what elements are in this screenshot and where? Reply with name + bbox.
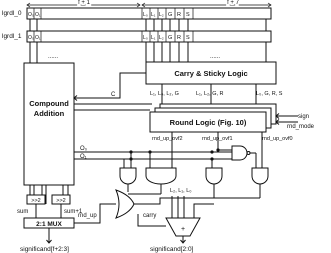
round-logic-label: Round Logic (Fig. 10) <box>169 118 247 127</box>
carry-sticky-logic-label: Carry & Sticky Logic <box>174 69 248 78</box>
row1-cell-o1: O₁ <box>35 35 41 41</box>
sum-plus-one-label: sum+1 <box>64 209 83 215</box>
and-gate-ovf0b <box>252 168 268 184</box>
register-row1-name: lgrdl_1 <box>2 33 22 40</box>
row1-cell-l1: L₁ <box>151 35 156 41</box>
row0-cell-o0: O₀ <box>28 12 34 18</box>
adder-plus-label: + <box>180 226 186 233</box>
and-gate-ovf1 <box>146 168 176 184</box>
rnd-mode-input-label: rnd_mode <box>287 124 315 130</box>
o0-signal-label: O₀ <box>80 146 88 152</box>
row1-cell-l0: L₀ <box>143 35 148 41</box>
and-gate-ovf0a <box>206 168 222 184</box>
width-left-label: f + 1 <box>78 0 90 6</box>
sign-input-label: sign <box>298 114 310 120</box>
significand-low-label: significand[2:0] <box>150 246 194 253</box>
row0-cell-l0: L₀ <box>143 12 148 18</box>
dots-right: ...... <box>210 54 221 60</box>
row1-cell-g: G <box>168 35 173 41</box>
l-bits-label: L₂, L₁, L₀ <box>170 188 192 194</box>
compound-addition-label-line2: Addition <box>33 109 65 118</box>
compound-addition-label-line1: Compound <box>29 99 69 108</box>
carry-label: carry <box>143 213 157 219</box>
compound-addition-block <box>24 63 74 185</box>
register-row1 <box>27 31 271 42</box>
carry-c-wire <box>74 73 146 98</box>
shift-left-label: >>2 <box>31 198 41 204</box>
o1-signal-label: O₁ <box>80 154 87 160</box>
carry-c-label: C <box>111 92 116 98</box>
row0-cell-o1: O₁ <box>35 12 41 18</box>
row0-cell-g: G <box>168 12 173 18</box>
row1-cell-r: R <box>177 35 181 41</box>
significand-high-label: significand[f+2:3] <box>20 246 69 253</box>
rnd-up-ovf2-label: rnd_up_ovf2 <box>152 136 183 142</box>
bus-label-2: L₁, L₂, G, R <box>196 91 224 97</box>
register-row0 <box>27 8 271 19</box>
row0-cell-s: S <box>186 12 190 18</box>
and-gate-ovf2 <box>120 168 136 184</box>
rnd-up-ovf1-label: rnd_up_ovf1 <box>202 136 233 142</box>
row0-cell-l2: L₂ <box>159 12 164 18</box>
and-gate-o-select <box>232 146 247 160</box>
mux-label: 2:1 MUX <box>36 221 62 228</box>
row0-cell-r: R <box>177 12 181 18</box>
width-right-label: f + 7 <box>227 0 239 6</box>
row1-cell-o0: O₀ <box>28 35 34 41</box>
bus-label-1: L₁, L₀, L₂, G <box>150 91 179 97</box>
shift-right-label: >>2 <box>56 198 66 204</box>
row1-cell-s: S <box>186 35 190 41</box>
rnd-up-ovf0-label: rnd_up_ovf0 <box>262 136 293 142</box>
sum-label: sum <box>17 209 29 215</box>
row0-cell-l1: L₁ <box>151 12 156 18</box>
dots-left: ...... <box>48 54 59 60</box>
bus-label-3: L₀, G, R, S <box>256 91 283 97</box>
row1-cell-l2: L₂ <box>159 35 164 41</box>
rnd-up-label: rnd_up <box>78 213 97 219</box>
register-row0-name: lgrdl_0 <box>2 10 22 17</box>
